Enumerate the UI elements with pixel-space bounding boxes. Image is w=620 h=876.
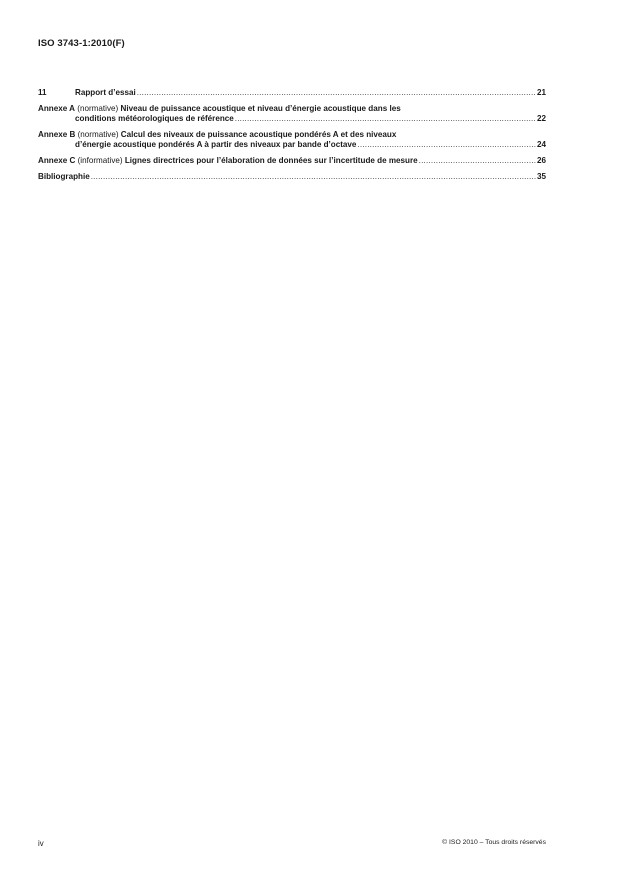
toc-entry-page: 26 [536,156,546,166]
toc-entry-annex-c[interactable] [38,156,546,166]
annex-kind: (normative) [77,103,119,113]
toc-entry-page: 24 [536,140,546,150]
annex-label: Annexe C [38,156,76,166]
toc-entry-title: Rapport d’essai [75,88,136,97]
annex-kind: (informative) [77,156,123,166]
toc-entry-page: 22 [536,114,546,124]
annex-title: Lignes directrices pour l’élaboration de données sur l’incertitude de mesure [124,156,418,166]
toc-entry-number: 11 [38,88,47,97]
annex-title-line2: conditions météorologiques de référence [75,114,234,124]
page-number: iv [38,839,44,848]
toc-entry-title: Bibliographie [38,172,90,182]
dot-leader [137,88,536,98]
annex-title-line1: Niveau de puissance acoustique et niveau d’énergie acoustique dans les [120,103,401,113]
dot-leader [91,172,536,182]
toc-entry-page: 21 [536,88,546,97]
table-of-contents [38,88,546,188]
dot-leader [419,156,536,166]
annex-kind: (normative) [77,130,119,140]
dot-leader [235,114,536,124]
toc-entry-annex-b[interactable] [38,130,546,151]
toc-entry-bibliography[interactable] [38,172,546,182]
annex-label: Annexe A [38,103,76,113]
annex-title-line2: d’énergie acoustique pondérés A à partir des niveaux par bande d’octave [75,140,357,150]
toc-entry-annex-a[interactable] [38,104,546,125]
document-header: ISO 3743-1:2010(F) [38,38,125,49]
toc-entry-page: 35 [536,172,546,182]
annex-title-line1: Calcul des niveaux de puissance acoustique pondérés A et des niveaux [120,130,397,140]
annex-label: Annexe B [38,130,76,140]
copyright-notice: © ISO 2010 – Tous droits réservés [442,839,546,846]
toc-entry-11[interactable] [38,88,546,98]
dot-leader [357,140,536,150]
